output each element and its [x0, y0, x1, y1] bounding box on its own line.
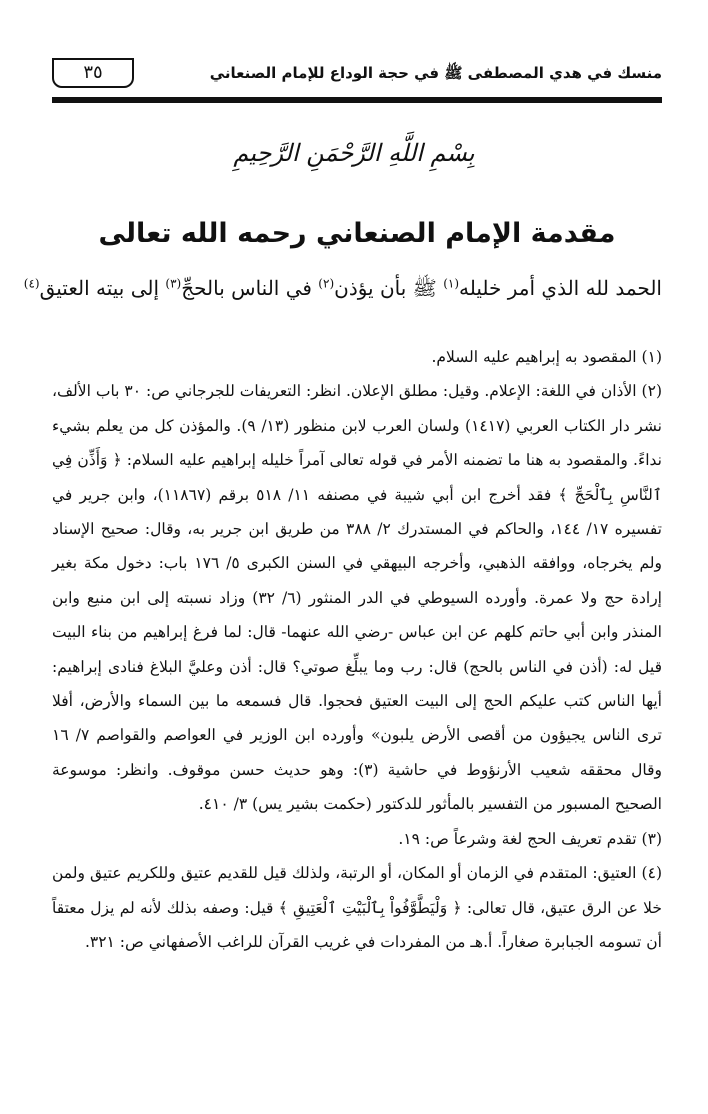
- footnote-ref-1[interactable]: (١): [443, 276, 460, 291]
- footnote-number: (١): [641, 348, 662, 366]
- opening-part-3: في الناس بالحجِّ: [181, 276, 319, 300]
- footnote-ref-2[interactable]: (٢): [318, 276, 335, 291]
- footnote-2: [52, 374, 662, 821]
- footnote-3: [52, 822, 662, 856]
- footnote-number: (٢): [641, 382, 662, 401]
- footnote-number: (٤): [641, 864, 662, 883]
- opening-part-2: ﷺ بأن يؤذن: [334, 276, 444, 300]
- footnote-ref-4[interactable]: (٤): [23, 276, 40, 291]
- running-header: [52, 58, 662, 92]
- footnote-1: [52, 340, 662, 374]
- basmala: بِسْمِ اللَّهِ الرَّحْمَنِ الرَّحِيمِ: [233, 139, 475, 167]
- opening-sentence: [23, 276, 662, 305]
- page-title: مقدمة الإمام الصنعاني رحمه الله تعالى: [98, 218, 616, 249]
- footnote-ref-3[interactable]: (٣): [165, 276, 182, 291]
- running-title: منسك في هدي المصطفى ﷺ في حجة الوداع للإمام الصنعاني: [209, 64, 662, 82]
- footnote-text: تقدم تعريف الحج لغة وشرعاً ص: ١٩.: [398, 829, 637, 848]
- footnote-text: العتيق: المتقدم في الزمان أو المكان، أو الرتبة، ولذلك قيل للقديم عتيق وللكريم عتيق ولمن خلا عن الرق عتيق، قال تعالى: ﴿ وَلْيَطَّوَّفُواْ بِٱلْبَيْتِ ٱلْعَتِيقِ ﴾ قيل: وصفه بذلك لأنه لم يزل معتقاً أن تسومه الجبابرة صغاراً. أ.هـ من المفردات في غريب القرآن للراغب الأصفهاني ص: ٣٢١.: [52, 864, 662, 951]
- header-rule: [52, 97, 662, 103]
- footnote-text: الأذان في اللغة: الإعلام. وقيل: مطلق الإعلان. انظر: التعريفات للجرجاني ص: ٣٠ باب الألف، نشر دار الكتاب العربي (١٤١٧) ولسان العرب لابن منظور (١٣/ ٩). والمؤذن كل من يعلم بشيء نداءً. والمقصود به هنا ما تضمنه الأمر في قوله تعالى آمراً خليله إبراهيم عليه السلام: ﴿ وَأَذِّن فِي ٱلنَّاسِ بِٱلْحَجِّ ﴾ فقد أخرج ابن أبي شيبة في مصنفه ١١/ ٥١٨ برقم (١١٨٦٧)، وابن جرير في تفسيره ١٧/ ١٤٤، والحاكم في المستدرك ٢/ ٣٨٨ من طريق ابن جرير به، وقال: صحيح الإسناد ولم يخرجاه، ووافقه الذهبي، وأخرجه البيهقي في السنن الكبرى ٥/ ١٧٦ باب: دخول مكة بغير إرادة حج ولا عمرة. وأورده السيوطي في الدر المنثور (٦/ ٣٢) وزاد نسبته إلى ابن منيع وابن المنذر وابن أبي حاتم كلهم عن ابن عباس -رضي الله عنهما- قال: لما فرغ إبراهيم من بناء البيت قيل له: (أذن في الناس بالحج) قال: رب وما يبلِّغ صوتي؟ قال: أذن وعليَّ البلاغ فنادى إبراهيم: أيها الناس كتب عليكم الحج إلى البيت العتيق فحجوا. قال فسمعه ما بين السماء والأرض، أفلا ترى الناس يجيؤون من أقصى الأرض يلبون» وأورده ابن الوزير في العواصم والقواصم ٧/ ١٦ وقال محققه شعيب الأرنؤوط في حاشية (٣): وهو حديث حسن موقوف. وانظر: موسوعة الصحيح المسبور من التفسير بالمأثور للدكتور (حكمت بشير يس) ٣/ ٤١٠.: [52, 382, 663, 814]
- opening-part-4: إلى بيته العتيق: [39, 276, 166, 300]
- footnote-number: (٣): [641, 829, 662, 848]
- page-number: ٣٥: [52, 58, 134, 88]
- footnote-4: [52, 856, 662, 959]
- opening-part-1: الحمد لله الذي أمر خليله: [459, 276, 662, 300]
- footnotes: [52, 340, 662, 959]
- footnote-text: المقصود به إبراهيم عليه السلام.: [431, 348, 637, 366]
